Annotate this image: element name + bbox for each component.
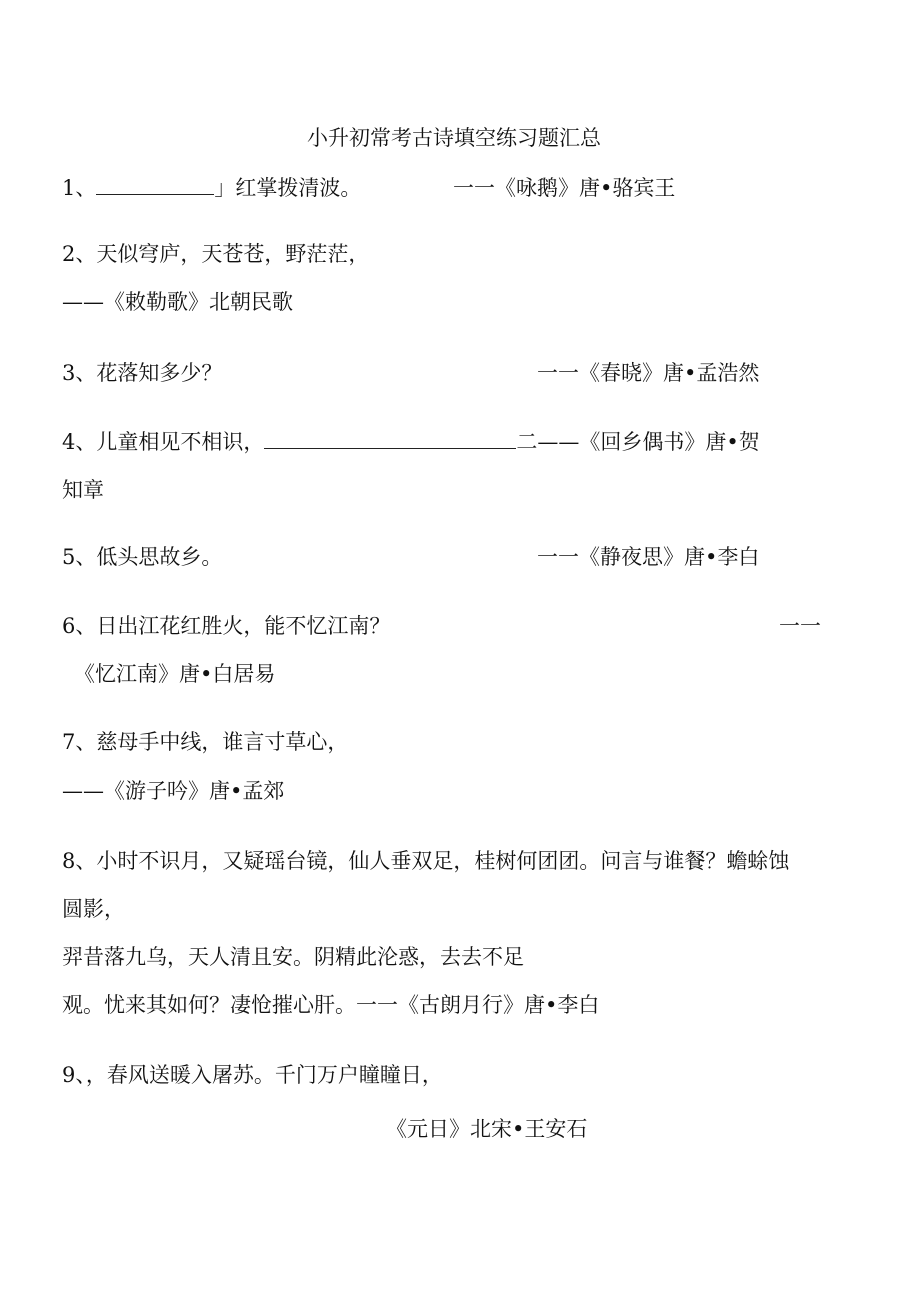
- question-9: 9、，春风送暖入屠苏。千门万户瞳瞳日，: [62, 1063, 443, 1087]
- question-8-line-2: 圆影，: [62, 897, 125, 921]
- question-6-dash: 一一: [779, 614, 821, 638]
- question-2: 2、天似穹庐，天苍苍，野茫茫，: [62, 242, 370, 266]
- question-3-source: 一一《春晓》唐•孟浩然: [537, 361, 760, 385]
- question-8-line-3: 羿昔落九乌，天人清且安。阴精此沦惑，去去不足: [62, 945, 524, 969]
- question-9-source: 《元日》北宋•王安石: [386, 1117, 588, 1141]
- question-5: 5、低头思故乡。: [62, 545, 223, 569]
- question-8-line-4: 观。忧来其如何？凄怆摧心肝。一一《古朗月行》唐•李白: [62, 993, 600, 1017]
- question-7-source: ——《游子吟》唐•孟郊: [62, 779, 285, 803]
- question-3: 3、花落知多少？: [62, 361, 223, 385]
- answer-blank-1[interactable]: [96, 174, 214, 195]
- question-4: [62, 428, 760, 456]
- question-7: 7、慈母手中线，谁言寸草心，: [62, 730, 349, 754]
- question-1: [62, 174, 361, 202]
- question-1-source: 一一《咏鹅》唐•骆宾王: [453, 176, 676, 200]
- question-8-line-1: 8、小时不识月，又疑瑶台镜，仙人垂双足，桂树何团团。问言与谁餐？蟾蜍蚀: [62, 849, 790, 873]
- question-1-number: 1、: [62, 176, 97, 200]
- question-4-source: 二——《回乡偶书》唐•贺: [516, 430, 760, 454]
- question-4-text: 4、儿童相见不相识，: [62, 430, 265, 454]
- question-4-source-continued: 知章: [62, 478, 104, 502]
- question-2-source: ——《敕勒歌》北朝民歌: [62, 290, 293, 314]
- question-6-source: 《忆江南》唐•白居易: [74, 662, 276, 686]
- question-6: 6、日出江花红胜火，能不忆江南？: [62, 614, 391, 638]
- answer-blank-4[interactable]: [264, 428, 516, 449]
- page-title: 小升初常考古诗填空练习题汇总: [307, 126, 601, 150]
- question-5-source: 一一《静夜思》唐•李白: [537, 545, 760, 569]
- question-1-text: 」红掌拨清波。: [214, 176, 362, 200]
